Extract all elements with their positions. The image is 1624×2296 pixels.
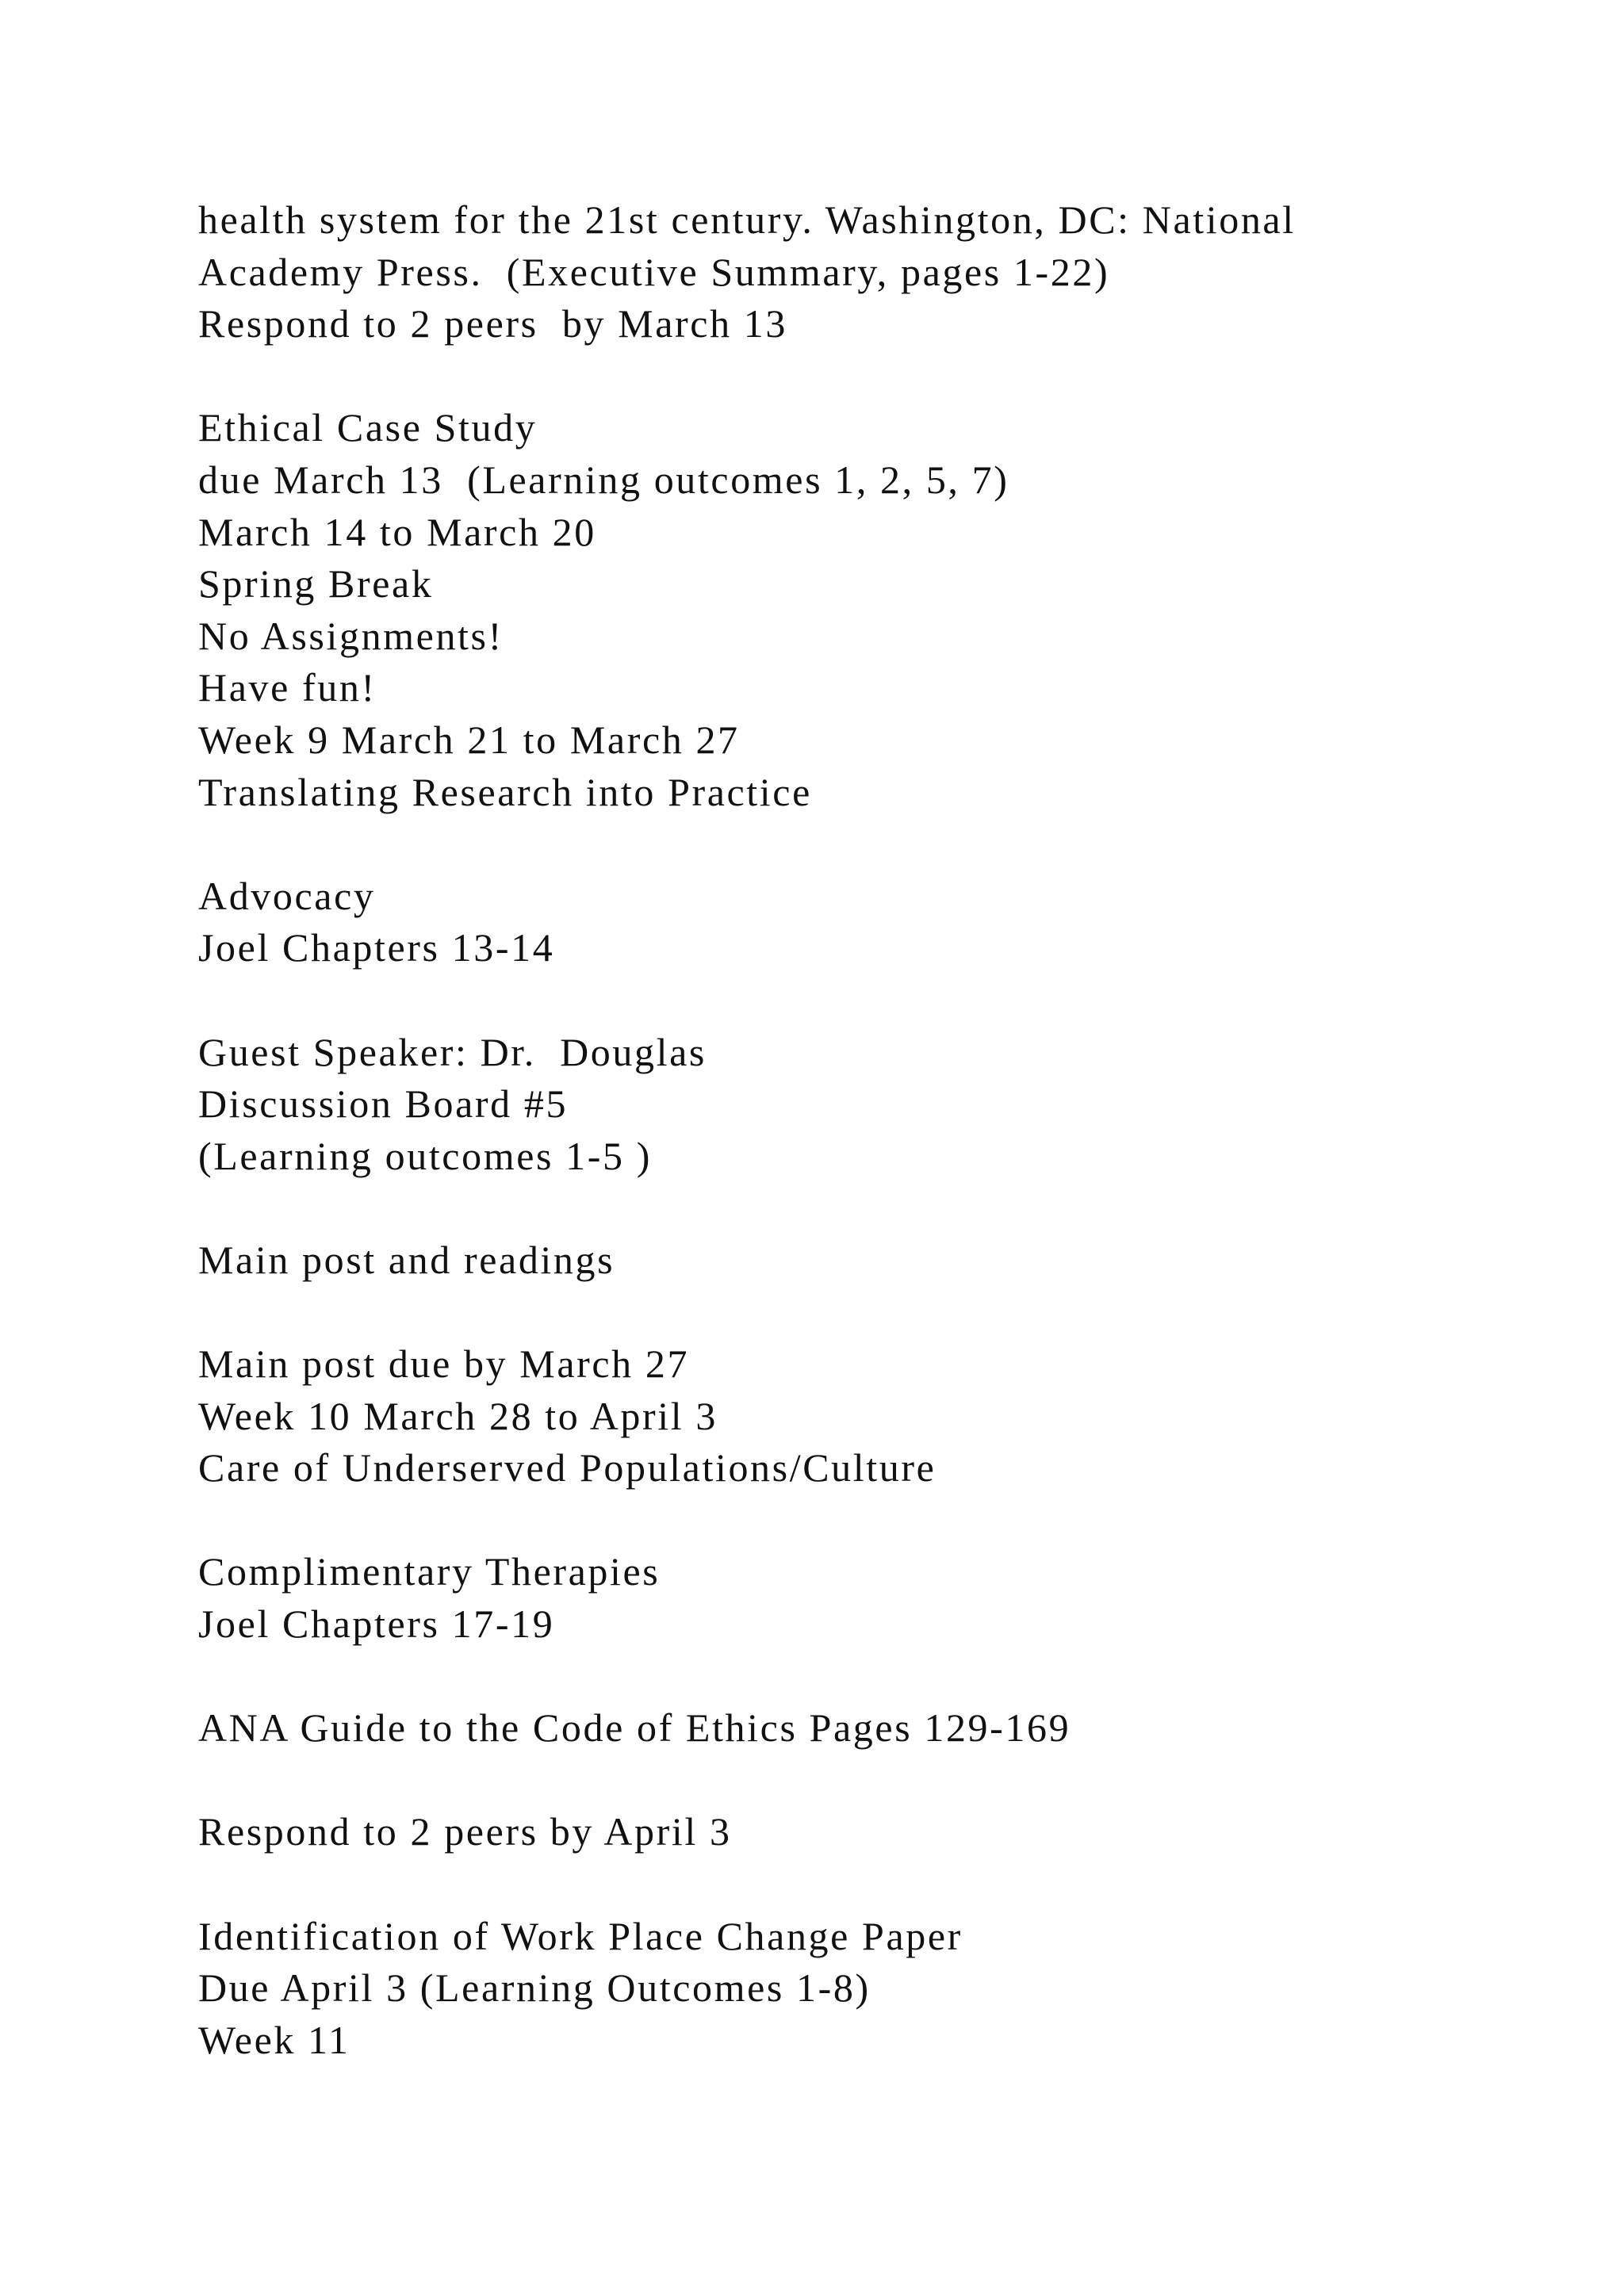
text-line: (Learning outcomes 1-5 ) [198,1133,652,1178]
text-line: Week 9 March 21 to March 27 [198,717,740,762]
blank-line [198,350,1546,403]
blank-line [198,1651,1546,1703]
text-line: health system for the 21st century. Washington, DC: National [198,197,1296,242]
text-line: due March 13 (Learning outcomes 1, 2, 5, 7) [198,457,1009,502]
text-line: Identification of Work Place Change Paper [198,1913,963,1958]
blank-line [198,1858,1546,1911]
text-line: Have fun! [198,665,377,710]
blank-line [198,1182,1546,1234]
text-line: Main post and readings [198,1237,615,1282]
text-line: Joel Chapters 13-14 [198,925,555,970]
text-line: Week 10 March 28 to April 3 [198,1393,718,1438]
blank-line [198,1755,1546,1807]
text-line: Advocacy [198,873,376,918]
text-line: Complimentary Therapies [198,1549,661,1594]
blank-line [198,974,1546,1027]
text-line: Guest Speaker: Dr. Douglas [198,1029,707,1074]
blank-line [198,818,1546,871]
text-line: Discussion Board #5 [198,1081,569,1127]
text-line: Joel Chapters 17-19 [198,1601,555,1647]
text-line: Ethical Case Study [198,405,538,450]
text-line: ANA Guide to the Code of Ethics Pages 129-169 [198,1705,1071,1751]
text-line: No Assignments! [198,613,504,658]
text-line: Translating Research into Practice [198,769,812,814]
text-line: Respond to 2 peers by April 3 [198,1809,732,1854]
text-line: Respond to 2 peers by March 13 [198,301,787,346]
text-line: Care of Underserved Populations/Culture [198,1445,936,1490]
blank-line [198,1286,1546,1338]
text-line: Spring Break [198,561,434,607]
text-line: Week 11 [198,2017,350,2062]
blank-line [198,1494,1546,1547]
text-line: March 14 to March 20 [198,509,596,554]
text-line: Academy Press. (Executive Summary, pages 1-22) [198,249,1110,294]
text-line: Due April 3 (Learning Outcomes 1-8) [198,1965,871,2011]
text-line: Main post due by March 27 [198,1341,690,1387]
document-body [198,194,1546,2066]
